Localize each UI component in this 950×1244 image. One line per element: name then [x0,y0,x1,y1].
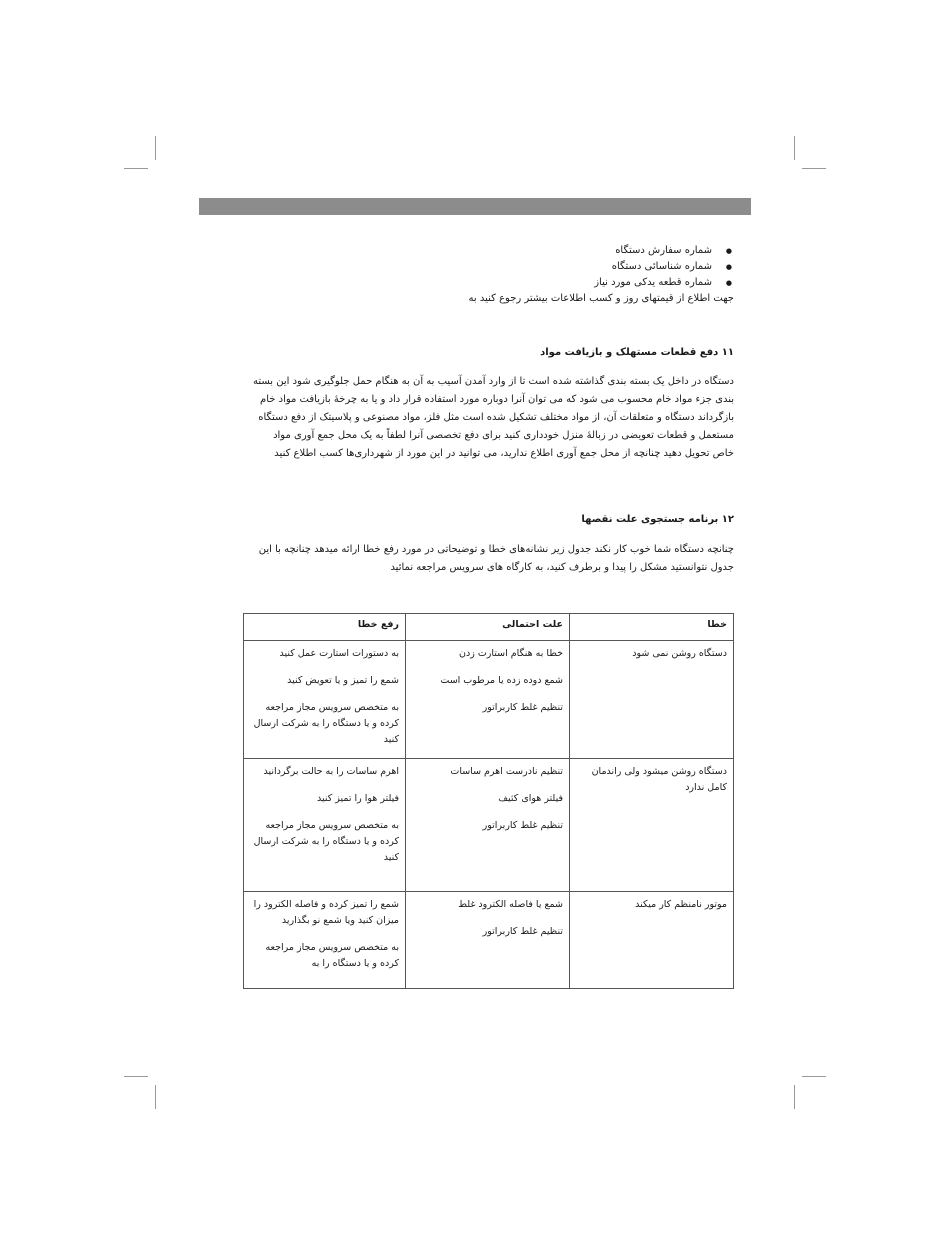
crop-mark [155,136,156,160]
order-info-list [214,243,734,307]
table-row [244,892,734,989]
crop-mark [802,1076,826,1077]
section-12-heading: ۱۲ برنامه جستجوی علت نقصها [581,514,734,525]
fault-cell: دستگاه روشن میشود ولی راندمان کامل ندارد [570,759,734,892]
section-11-body: دستگاه در داخل یک بسته بندی گذاشته شده است تا از وارد آمدن آسیب به آن به هنگام حمل جلوگیری شود این بسته بندی جزء مواد خام محسوب می شود که می توان آنرا دوباره مورد استفاده قرار داد و یا به چرخۀ بازیافت مواد خام بازگرداند دستگاه و متعلقات آن، از مواد مختلف تشکیل شده است مثل فلز، مواد مصنوعی و پلاسیتک از دفع دستگاه مستعمل و قطعات تعویضی در زبالۀ منزل خودداری کنید برای دفع تخصصی آنرا لطفاً به یک محل جمع آوری مواد خاص تحویل دهید چنانچه از محل جمع آوری اطلاع ندارید، می توانید در این مورد از شهرداری‌ها کسب اطلاع کنید [252,376,734,459]
cause-cell: شمع یا فاصله الکترود غلط تنظیم غلط کاربراتور [406,892,570,989]
crop-mark [124,1076,148,1077]
fault-cell: دستگاه روشن نمی شود [570,641,734,759]
fault-cell: موتور نامنظم کار میکند [570,892,734,989]
list-item: ● شماره سفارش دستگاه [214,243,734,259]
header-remedy: رفع خطا [244,614,406,641]
troubleshooting-table [243,613,734,989]
list-item: ● شماره شناسائی دستگاه [214,259,734,275]
section-12-body: چنانچه دستگاه شما خوب کار نکند جدول زیر نشانه‌های خطا و توضیحاتی در مورد رفع خطا ارائه میدهد چنانچه با این جدول نتوانستید مشکل را پیدا و برطرف کنید، به کارگاه های سرویس مراجعه نمائید [258,544,734,573]
section-11-heading: ۱۱ دفع قطعات مستهلک و بازیافت مواد [540,347,734,358]
crop-mark [155,1085,156,1109]
remedy-cell: شمع را تمیز کرده و فاصله الکترود را میزان کنید ویا شمع نو بگذارید به متخصص سرویس مجاز مراجعه کرده و یا دستگاه را به [244,892,406,989]
crop-mark [794,1085,795,1109]
crop-mark [794,136,795,160]
header-cause: علت احتمالی [406,614,570,641]
header-fault: خطا [570,614,734,641]
crop-mark [802,168,826,169]
cause-cell: تنظیم نادرست اهرم ساسات فیلتر هوای کثیف تنظیم غلط کاربراتور [406,759,570,892]
remedy-cell: اهرم ساسات را به حالت برگردانید فیلتر هوا را تمیز کنید به متخصص سرویس مجاز مراجعه کرده و یا دستگاه را به شرکت ارسال کنید [244,759,406,892]
list-item: ● شماره قطعه یدکی مورد نیاز [214,275,734,291]
table-row [244,641,734,759]
info-line: جهت اطلاع از قیمتهای روز و کسب اطلاعات بیشتر رجوع کنید به [468,293,734,304]
crop-mark [124,168,148,169]
cause-cell: خطا به هنگام استارت زدن شمع دوده زده یا مرطوب است تنظیم غلط کاربراتور [406,641,570,759]
header-bar [199,198,751,215]
table-header-row [244,614,734,641]
table-row [244,759,734,892]
remedy-cell: به دستورات استارت عمل کنید شمع را تمیز و یا تعویض کنید به متخصص سرویس مجاز مراجعه کرده و یا دستگاه را به شرکت ارسال کنید [244,641,406,759]
